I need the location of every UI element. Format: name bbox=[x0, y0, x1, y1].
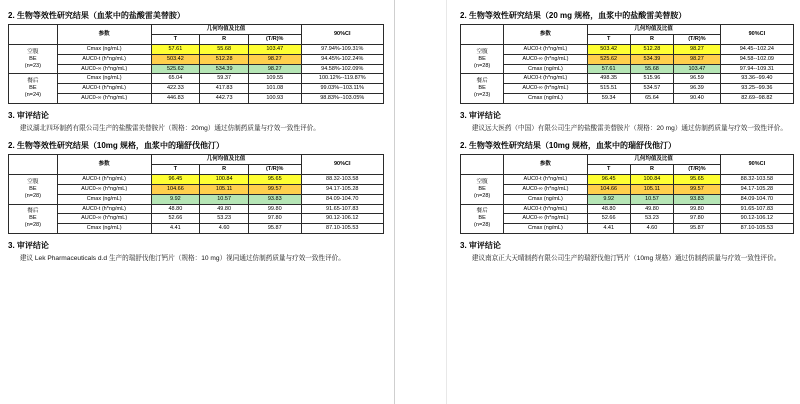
value-t-cell: 65.04 bbox=[151, 74, 200, 84]
table-row bbox=[9, 194, 384, 204]
group-label-cell: 餐后 BE (n=28) bbox=[461, 204, 504, 234]
group-label-cell: 餐后 BE (n=28) bbox=[9, 204, 58, 234]
value-ci-cell: 91.65-107.83 bbox=[720, 204, 793, 214]
table-row bbox=[461, 214, 794, 224]
value-r-cell: 65.64 bbox=[630, 94, 673, 104]
value-t-cell: 104.66 bbox=[151, 184, 200, 194]
value-t-cell: 104.66 bbox=[587, 184, 630, 194]
value-tr-cell: 98.27 bbox=[674, 54, 721, 64]
value-ci-cell: 90.12-106.12 bbox=[720, 214, 793, 224]
value-ci-cell: 97.94%-109.31% bbox=[301, 44, 384, 54]
table-header-row bbox=[9, 155, 384, 165]
ci-header-cell: 90%CI bbox=[301, 25, 384, 45]
table-row bbox=[461, 74, 794, 84]
subheader-cell: T bbox=[587, 34, 630, 44]
param-cell: AUC0-t (h*ng/mL) bbox=[57, 84, 151, 94]
table-row bbox=[461, 174, 794, 184]
param-cell: AUC0-∞ (h*ng/mL) bbox=[57, 94, 151, 104]
value-r-cell: 512.28 bbox=[630, 44, 673, 54]
value-r-cell: 417.83 bbox=[200, 84, 249, 94]
param-cell: AUC0-∞ (h*ng/mL) bbox=[504, 54, 587, 64]
subheader-cell: (T/R)% bbox=[249, 34, 302, 44]
table-row bbox=[461, 84, 794, 94]
group-header-cell bbox=[9, 25, 58, 45]
value-r-cell: 442.73 bbox=[200, 94, 249, 104]
table-row bbox=[461, 194, 794, 204]
value-ci-cell: 100.12%--119.87% bbox=[301, 74, 384, 84]
value-ci-cell: 87.10-105.53 bbox=[720, 224, 793, 234]
right-block1-table-wrap bbox=[460, 24, 794, 104]
param-header-cell: 参数 bbox=[504, 25, 587, 45]
param-cell: AUC0-∞ (h*ng/mL) bbox=[504, 184, 587, 194]
value-r-cell: 100.84 bbox=[200, 174, 249, 184]
subheader-cell: (T/R)% bbox=[674, 165, 721, 175]
value-t-cell: 9.92 bbox=[587, 194, 630, 204]
right-page-column bbox=[452, 0, 800, 404]
value-r-cell: 53.23 bbox=[200, 214, 249, 224]
value-tr-cell: 98.27 bbox=[249, 64, 302, 74]
param-cell: Cmax (ng/mL) bbox=[504, 64, 587, 74]
param-cell: Cmax (ng/mL) bbox=[504, 94, 587, 104]
value-t-cell: 48.80 bbox=[151, 204, 200, 214]
subheader-cell: R bbox=[200, 165, 249, 175]
param-cell: AUC0-t (h*ng/mL) bbox=[57, 174, 151, 184]
ci-header-cell: 90%CI bbox=[720, 25, 793, 45]
left-block4-heading: 3. 审评结论 bbox=[8, 241, 49, 251]
value-r-cell: 100.84 bbox=[630, 174, 673, 184]
value-ci-cell: 87.10-105.53 bbox=[301, 224, 384, 234]
param-cell: AUC0-∞ (h*ng/mL) bbox=[504, 214, 587, 224]
subheader-cell: T bbox=[587, 165, 630, 175]
table-row bbox=[461, 224, 794, 234]
geomean-header-cell: 几何均值及比值 bbox=[151, 25, 301, 35]
table-header-row bbox=[461, 25, 794, 35]
param-header-cell: 参数 bbox=[504, 155, 587, 175]
subheader-cell: (T/R)% bbox=[249, 165, 302, 175]
value-ci-cell: 84.09-104.70 bbox=[301, 194, 384, 204]
param-cell: Cmax (ng/mL) bbox=[57, 194, 151, 204]
value-r-cell: 59.37 bbox=[200, 74, 249, 84]
group-label-cell: 空腹 BE (n=28) bbox=[461, 174, 504, 204]
geomean-header-cell: 几何均值及比值 bbox=[151, 155, 301, 165]
left-block3-heading: 2. 生物等效性研究结果（10mg 规格，血浆中的瑞舒伐他汀） bbox=[8, 141, 225, 151]
param-cell: Cmax (ng/mL) bbox=[57, 74, 151, 84]
left-page-column bbox=[0, 0, 390, 404]
left-block1-table-wrap bbox=[8, 24, 384, 104]
value-t-cell: 503.42 bbox=[151, 54, 200, 64]
be-results-table bbox=[8, 154, 384, 234]
table-header-row bbox=[9, 25, 384, 35]
value-ci-cell: 94.58%-102.09% bbox=[301, 64, 384, 74]
param-cell: AUC0-∞ (h*ng/mL) bbox=[57, 214, 151, 224]
param-cell: Cmax (ng/mL) bbox=[57, 224, 151, 234]
value-r-cell: 534.39 bbox=[200, 64, 249, 74]
group-label-cell: 餐后 BE (n=23) bbox=[461, 74, 504, 104]
param-cell: AUC0-∞ (h*ng/mL) bbox=[57, 64, 151, 74]
value-t-cell: 498.35 bbox=[587, 74, 630, 84]
param-cell: Cmax (ng/mL) bbox=[504, 194, 587, 204]
value-ci-cell: 91.65-107.83 bbox=[301, 204, 384, 214]
be-results-table bbox=[460, 154, 794, 234]
table-row bbox=[461, 94, 794, 104]
group-label-cell: 空腹 BE (n=23) bbox=[9, 44, 58, 74]
value-tr-cell: 93.83 bbox=[249, 194, 302, 204]
table-row bbox=[9, 64, 384, 74]
table-row bbox=[9, 204, 384, 214]
value-tr-cell: 99.80 bbox=[249, 204, 302, 214]
value-r-cell: 49.80 bbox=[200, 204, 249, 214]
value-tr-cell: 99.57 bbox=[674, 184, 721, 194]
be-results-table bbox=[8, 24, 384, 104]
value-t-cell: 52.66 bbox=[151, 214, 200, 224]
value-tr-cell: 101.08 bbox=[249, 84, 302, 94]
value-r-cell: 55.68 bbox=[630, 64, 673, 74]
ci-header-cell: 90%CI bbox=[301, 155, 384, 175]
value-tr-cell: 93.83 bbox=[674, 194, 721, 204]
value-tr-cell: 99.80 bbox=[674, 204, 721, 214]
left-block2-heading: 3. 审评结论 bbox=[8, 111, 49, 120]
value-tr-cell: 95.65 bbox=[249, 174, 302, 184]
value-ci-cell: 99.03%--103.11% bbox=[301, 84, 384, 94]
value-r-cell: 105.11 bbox=[630, 184, 673, 194]
subheader-cell: R bbox=[630, 34, 673, 44]
group-label-cell: 空腹 BE (n=28) bbox=[461, 44, 504, 74]
right-block4-heading: 3. 审评结论 bbox=[460, 241, 501, 251]
value-ci-cell: 88.32-103.58 bbox=[301, 174, 384, 184]
value-r-cell: 534.57 bbox=[630, 84, 673, 94]
param-cell: AUC0-t (h*ng/mL) bbox=[504, 44, 587, 54]
right-block3-heading: 2. 生物等效性研究结果（10mg 规格，血浆中的瑞舒伐他汀） bbox=[460, 141, 677, 151]
value-t-cell: 96.45 bbox=[151, 174, 200, 184]
value-t-cell: 4.41 bbox=[587, 224, 630, 234]
value-tr-cell: 103.47 bbox=[249, 44, 302, 54]
value-tr-cell: 103.47 bbox=[674, 64, 721, 74]
group-header-cell bbox=[461, 155, 504, 175]
subheader-cell: (T/R)% bbox=[674, 34, 721, 44]
value-t-cell: 515.51 bbox=[587, 84, 630, 94]
value-tr-cell: 97.80 bbox=[249, 214, 302, 224]
value-r-cell: 512.28 bbox=[200, 54, 249, 64]
table-row bbox=[9, 184, 384, 194]
value-ci-cell: 94.17-105.28 bbox=[301, 184, 384, 194]
param-header-cell: 参数 bbox=[57, 25, 151, 45]
value-t-cell: 525.62 bbox=[587, 54, 630, 64]
param-cell: AUC0-t (h*ng/mL) bbox=[504, 74, 587, 84]
value-t-cell: 525.62 bbox=[151, 64, 200, 74]
value-ci-cell: 97.94--109.31 bbox=[720, 64, 793, 74]
value-t-cell: 503.42 bbox=[587, 44, 630, 54]
value-t-cell: 9.92 bbox=[151, 194, 200, 204]
value-t-cell: 57.61 bbox=[587, 64, 630, 74]
value-ci-cell: 93.25--99.36 bbox=[720, 84, 793, 94]
table-row bbox=[9, 74, 384, 84]
value-ci-cell: 84.09-104.70 bbox=[720, 194, 793, 204]
table-row bbox=[9, 44, 384, 54]
param-cell: Cmax (ng/mL) bbox=[504, 224, 587, 234]
param-cell: AUC0-t (h*ng/mL) bbox=[57, 54, 151, 64]
value-tr-cell: 95.65 bbox=[674, 174, 721, 184]
geomean-header-cell: 几何均值及比值 bbox=[587, 155, 720, 165]
value-r-cell: 534.39 bbox=[630, 54, 673, 64]
right-block4-paragraph: 建议南京正大天晴制药有限公司生产的瑞舒伐他汀钙片（10mg 规格）通过仿制药质量与疗效一致性评价。 bbox=[471, 255, 781, 263]
value-r-cell: 105.11 bbox=[200, 184, 249, 194]
param-cell: Cmax (ng/mL) bbox=[57, 44, 151, 54]
table-row bbox=[9, 224, 384, 234]
value-t-cell: 48.80 bbox=[587, 204, 630, 214]
value-t-cell: 59.34 bbox=[587, 94, 630, 104]
page-divider bbox=[394, 0, 395, 404]
value-tr-cell: 90.40 bbox=[674, 94, 721, 104]
value-tr-cell: 97.80 bbox=[674, 214, 721, 224]
value-tr-cell: 95.87 bbox=[249, 224, 302, 234]
value-r-cell: 10.57 bbox=[630, 194, 673, 204]
value-r-cell: 55.68 bbox=[200, 44, 249, 54]
table-row bbox=[461, 184, 794, 194]
value-r-cell: 53.23 bbox=[630, 214, 673, 224]
value-r-cell: 515.96 bbox=[630, 74, 673, 84]
group-label-cell: 餐后 BE (n=24) bbox=[9, 74, 58, 104]
table-row bbox=[461, 54, 794, 64]
value-t-cell: 52.66 bbox=[587, 214, 630, 224]
value-t-cell: 57.61 bbox=[151, 44, 200, 54]
value-ci-cell: 94.17-105.28 bbox=[720, 184, 793, 194]
value-t-cell: 4.41 bbox=[151, 224, 200, 234]
group-label-cell: 空腹 BE (n=28) bbox=[9, 174, 58, 204]
value-ci-cell: 88.32-103.58 bbox=[720, 174, 793, 184]
value-tr-cell: 98.27 bbox=[249, 54, 302, 64]
value-tr-cell: 96.59 bbox=[674, 74, 721, 84]
subheader-cell: T bbox=[151, 165, 200, 175]
left-block2-paragraph: 建议湖北四环制药有限公司生产的盐酸雷美替胺片（规格：20mg）通过仿制药质量与疗效一致性评价。 bbox=[19, 125, 320, 132]
table-row bbox=[9, 214, 384, 224]
value-tr-cell: 99.57 bbox=[249, 184, 302, 194]
value-r-cell: 10.57 bbox=[200, 194, 249, 204]
group-header-cell bbox=[9, 155, 58, 175]
table-row bbox=[9, 174, 384, 184]
value-tr-cell: 109.55 bbox=[249, 74, 302, 84]
be-results-table bbox=[460, 24, 794, 104]
param-cell: AUC0-∞ (h*ng/mL) bbox=[504, 84, 587, 94]
value-tr-cell: 95.87 bbox=[674, 224, 721, 234]
value-ci-cell: 82.69--98.82 bbox=[720, 94, 793, 104]
param-cell: AUC0-∞ (h*ng/mL) bbox=[57, 184, 151, 194]
left-block4-paragraph: 建议 Lek Pharmaceuticals d.d 生产的瑞舒伐他汀钙片（规格：10 mg）视同通过仿制药质量与疗效一致性评价。 bbox=[19, 255, 345, 263]
value-r-cell: 49.80 bbox=[630, 204, 673, 214]
value-r-cell: 4.60 bbox=[200, 224, 249, 234]
param-cell: AUC0-t (h*ng/mL) bbox=[504, 204, 587, 214]
param-cell: AUC0-t (h*ng/mL) bbox=[504, 174, 587, 184]
value-tr-cell: 100.93 bbox=[249, 94, 302, 104]
value-ci-cell: 94.45%-102.24% bbox=[301, 54, 384, 64]
table-row bbox=[461, 44, 794, 54]
value-tr-cell: 96.39 bbox=[674, 84, 721, 94]
group-header-cell bbox=[461, 25, 504, 45]
value-ci-cell: 93.36--99.40 bbox=[720, 74, 793, 84]
value-ci-cell: 94.58--102.09 bbox=[720, 54, 793, 64]
table-row bbox=[461, 204, 794, 214]
value-ci-cell: 90.12-106.12 bbox=[301, 214, 384, 224]
right-block2-paragraph: 建议远大医药（中国）有限公司生产的盐酸雷美替胺片（规格：20 mg）通过仿制药质量与疗效一致性评价。 bbox=[471, 125, 787, 132]
left-block3-table-wrap bbox=[8, 154, 384, 234]
table-row bbox=[461, 64, 794, 74]
value-t-cell: 446.83 bbox=[151, 94, 200, 104]
right-block3-table-wrap bbox=[460, 154, 794, 234]
page-divider-secondary bbox=[446, 0, 447, 404]
table-row bbox=[9, 84, 384, 94]
ci-header-cell: 90%CI bbox=[720, 155, 793, 175]
value-ci-cell: 94.45--102.24 bbox=[720, 44, 793, 54]
subheader-cell: R bbox=[200, 34, 249, 44]
value-r-cell: 4.60 bbox=[630, 224, 673, 234]
subheader-cell: R bbox=[630, 165, 673, 175]
right-block2-heading: 3. 审评结论 bbox=[460, 111, 501, 120]
value-ci-cell: 98.83%--103.05% bbox=[301, 94, 384, 104]
param-cell: AUC0-t (h*ng/mL) bbox=[57, 204, 151, 214]
value-t-cell: 96.45 bbox=[587, 174, 630, 184]
subheader-cell: T bbox=[151, 34, 200, 44]
geomean-header-cell: 几何均值及比值 bbox=[587, 25, 720, 35]
table-header-row bbox=[461, 155, 794, 165]
param-header-cell: 参数 bbox=[57, 155, 151, 175]
table-row bbox=[9, 54, 384, 64]
table-row bbox=[9, 94, 384, 104]
left-block1-heading: 2. 生物等效性研究结果（血浆中的盐酸雷美替胺） bbox=[8, 11, 185, 20]
value-tr-cell: 98.27 bbox=[674, 44, 721, 54]
value-t-cell: 422.33 bbox=[151, 84, 200, 94]
right-block1-heading: 2. 生物等效性研究结果（20 mg 规格，血浆中的盐酸雷美替胺） bbox=[460, 11, 687, 20]
